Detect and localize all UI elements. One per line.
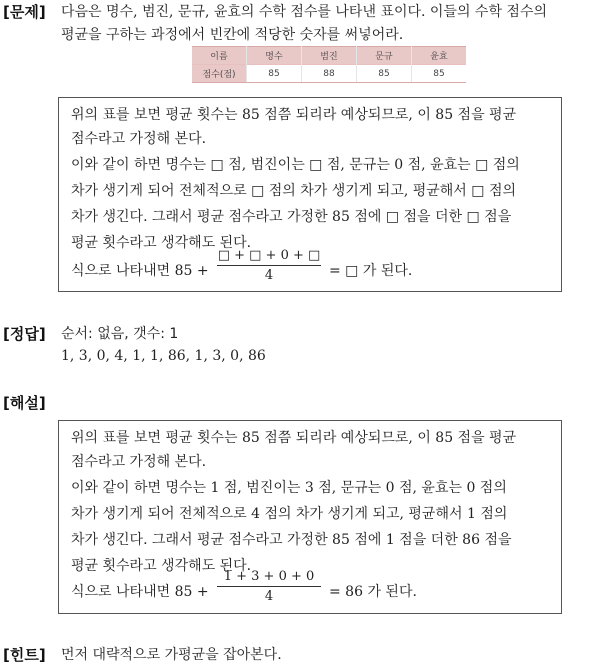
- answer-label: [정답]: [3, 325, 46, 343]
- explanation-formula-fraction: [217, 569, 321, 604]
- table-header-cell: 윤효: [412, 47, 467, 65]
- table-header-cell: 이름: [192, 47, 247, 65]
- problem-text-line-1: 다음은 명수, 범진, 문규, 윤효의 수학 점수를 나타낸 표이다. 이들의 수학 점수의: [61, 4, 547, 20]
- table-header-cell: 범진: [302, 47, 357, 65]
- problem-formula-prefix: 식으로 나타내면 85 +: [71, 263, 209, 279]
- table-cell: 85: [357, 65, 412, 83]
- table-cell: 88: [302, 65, 357, 83]
- problem-box-line-3: 이와 같이 하면 명수는 □ 점, 범진이는 □ 점, 문규는 0 점, 윤효는 □ 점의: [71, 157, 520, 173]
- fraction-bar: [217, 586, 321, 587]
- problem-box-line-5: 차가 생긴다. 그래서 평균 점수라고 가정한 85 점에 □ 점을 더한 □ 점을: [71, 209, 512, 225]
- table-cell: 85: [247, 65, 302, 83]
- answer-meta: 순서: 없음, 갯수: 1: [61, 326, 179, 342]
- fraction-denominator: 4: [264, 268, 274, 283]
- explanation-label: [해설]: [3, 394, 46, 412]
- problem-formula-fraction: [217, 248, 321, 283]
- explanation-box: [58, 420, 562, 614]
- explanation-formula-prefix: 식으로 나타내면 85 +: [71, 584, 209, 600]
- score-table: [192, 46, 466, 83]
- fraction-numerator: 1 + 3 + 0 + 0: [223, 569, 315, 584]
- fraction-bar: [217, 265, 321, 266]
- table-row-label-cell: 점수(점): [192, 65, 247, 83]
- table-header-cell: 명수: [247, 47, 302, 65]
- explanation-box-line-6: 평균 횟수라고 생각해도 된다.: [71, 558, 252, 574]
- problem-formula-suffix: = □ 가 된다.: [329, 263, 413, 279]
- explanation-box-line-3: 이와 같이 하면 명수는 1 점, 범진이는 3 점, 문규는 0 점, 윤효는 0 점의: [71, 480, 507, 496]
- answer-values: 1, 3, 0, 4, 1, 1, 86, 1, 3, 0, 86: [61, 348, 266, 364]
- explanation-box-line-1: 위의 표를 보면 평균 횟수는 85 점쯤 되리라 예상되므로, 이 85 점을 평균: [71, 430, 517, 446]
- problem-box-line-6: 평균 횟수라고 생각해도 된다.: [71, 235, 252, 251]
- score-table-value-row: [192, 65, 466, 83]
- table-cell: 85: [412, 65, 467, 83]
- fraction-numerator: □ + □ + 0 + □: [217, 248, 321, 263]
- problem-box-line-4: 차가 생기게 되어 전체적으로 □ 점의 차가 생기게 되고, 평균해서 □ 점의: [71, 183, 517, 199]
- hint-label: [힌트]: [3, 646, 46, 664]
- problem-text-line-2: 평균을 구하는 과정에서 빈칸에 적당한 숫자를 써넣어라.: [61, 27, 404, 43]
- hint-text: 먼저 대략적으로 가평균을 잡아본다.: [61, 647, 282, 663]
- explanation-box-line-4: 차가 생기게 되어 전체적으로 4 점의 차가 생기게 되고, 평균해서 1 점의: [71, 506, 508, 522]
- explanation-formula-suffix: = 86 가 된다.: [329, 584, 417, 600]
- score-table-header-row: [192, 47, 466, 65]
- explanation-box-line-2: 점수라고 가정해 본다.: [71, 454, 207, 470]
- explanation-box-line-5: 차가 생긴다. 그래서 평균 점수라고 가정한 85 점에 1 점을 더한 86 점을: [71, 532, 512, 548]
- problem-box-line-2: 점수라고 가정해 본다.: [71, 131, 207, 147]
- fraction-denominator: 4: [264, 589, 274, 604]
- problem-label: [문제]: [3, 3, 46, 21]
- table-header-cell: 문규: [357, 47, 412, 65]
- problem-box-line-1: 위의 표를 보면 평균 횟수는 85 점쯤 되리라 예상되므로, 이 85 점을 평균: [71, 107, 517, 123]
- problem-box: [58, 97, 562, 292]
